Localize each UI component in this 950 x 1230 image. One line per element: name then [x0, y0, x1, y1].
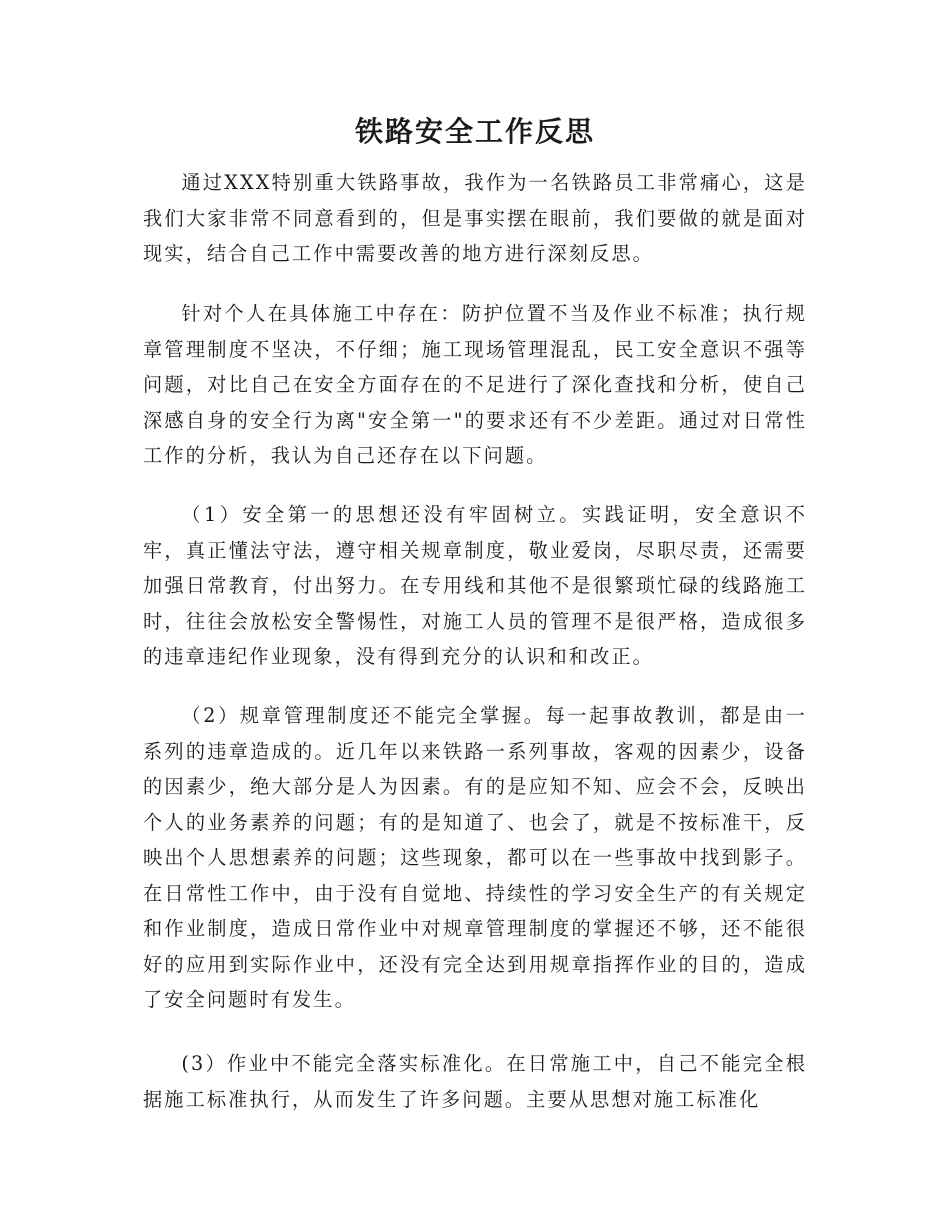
document-title: 铁路安全工作反思: [354, 115, 595, 148]
paragraph-point-1: （1）安全第一的思想还没有牢固树立。实践证明，安全意识不牢，真正懂法守法，遵守相关规章制度，敬业爱岗，尽职尽责，还需要加强日常教育，付出努力。在专用线和其他不是很繁琐忙碌的线路施工时，往往会放松安全警惕性，对施工人员的管理不是很严格，造成很多的违章违纪作业现象，没有得到充分的认识和和改正。: [143, 503, 807, 668]
paragraph-point-2: （2）规章管理制度还不能完全掌握。每一起事故教训，都是由一系列的违章造成的。近几年以来铁路一系列事故，客观的因素少，设备的因素少，绝大部分是人为因素。有的是应知不知、应会不会，反映出个人的业务素养的问题；有的是知道了、也会了，就是不按标准干，反映出个人思想素养的问题；这些现象，都可以在一些事故中找到影子。在日常性工作中，由于没有自觉地、持续性的学习安全生产的有关规定和作业制度，造成日常作业中对规章管理制度的掌握还不够，还不能很好的应用到实际作业中，还没有完全达到用规章指挥作业的目的，造成了安全问题时有发生。: [143, 704, 807, 1011]
paragraph-intro: 通过XXX特别重大铁路事故，我作为一名铁路员工非常痛心，这是我们大家非常不同意看到的，但是事实摆在眼前，我们要做的就是面对现实，结合自己工作中需要改善的地方进行深刻反思。: [143, 171, 807, 265]
paragraph-problems-overview: 针对个人在具体施工中存在：防护位置不当及作业不标准；执行规章管理制度不坚决，不仔细；施工现场管理混乱，民工安全意识不强等问题，对比自己在安全方面存在的不足进行了深化查找和分析，使自己深感自身的安全行为离"安全第一"的要求还有不少差距。通过对日常性工作的分析，我认为自己还存在以下问题。: [143, 302, 807, 467]
paragraph-point-3: (3）作业中不能完全落实标准化。在日常施工中，自己不能完全根据施工标准执行，从而发生了许多问题。主要从思想对施工标准化: [143, 1052, 807, 1111]
